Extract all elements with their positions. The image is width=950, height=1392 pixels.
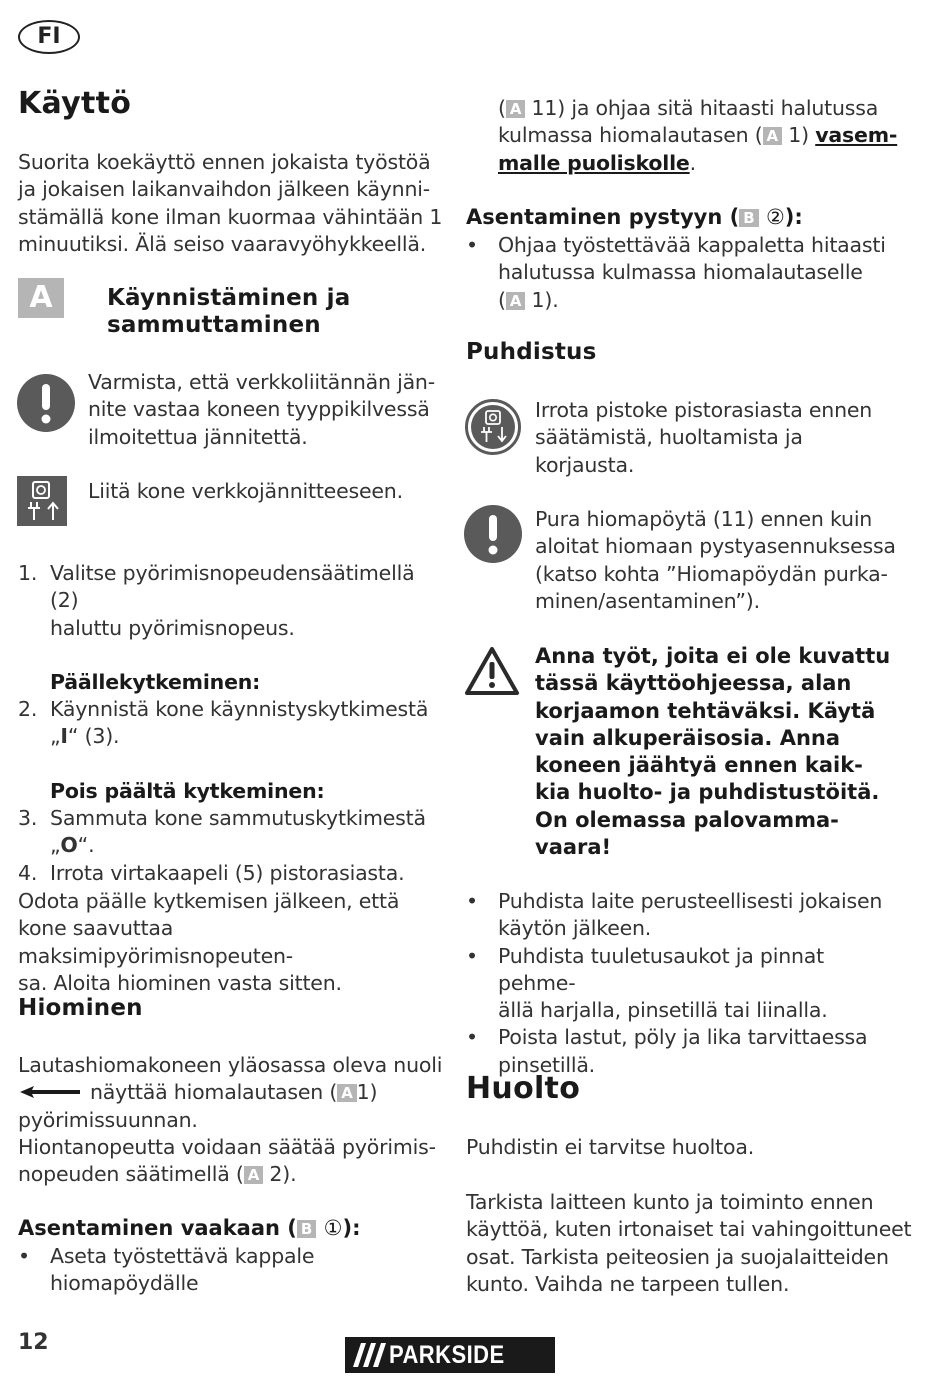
title-line: sammuttaminen [107, 312, 321, 338]
cleaning-list [466, 888, 906, 1079]
text-line: kone saavuttaa maksimipyörimisnopeuten- [18, 916, 293, 968]
text-fragment: 2). [263, 1162, 297, 1187]
text-fragment: 1) [356, 1080, 378, 1105]
plug-in-icon [17, 476, 67, 526]
list-item [18, 1243, 448, 1298]
unplug-icon [465, 399, 521, 455]
text-line: halutussa kulmassa hiomalautaselle [498, 260, 863, 285]
text-line: minen/asentaminen”). [535, 588, 760, 613]
text-line: kunto. Vaihda ne tarpeen tullen. [466, 1271, 790, 1296]
text-line: sa. Aloita hiominen vasta sitten. [18, 970, 342, 995]
text-line: korjaamon tehtäväksi. Käytä [535, 698, 876, 723]
bullet: • [466, 1025, 478, 1050]
text-line [50, 723, 428, 750]
text-line: stämällä kone ilman kuormaa vähintään 1 [18, 204, 443, 229]
figure-ref-box-a: A [18, 278, 64, 318]
step-1 [18, 560, 448, 642]
text-fragment: “ (3). [67, 724, 120, 749]
switch-symbol-on: I [60, 724, 68, 749]
wait-paragraph [18, 888, 448, 997]
steps-block [18, 560, 448, 887]
text-line: Puhdista tuuletusaukot ja pinnat pehme- [498, 943, 824, 995]
figure-ref-a: A [337, 1084, 356, 1102]
circled-number-2: ② [765, 205, 785, 229]
text-line: (katso kohta ”Hiomapöydän purka- [535, 561, 888, 586]
list-item [466, 943, 906, 1025]
exclamation-notice-icon [464, 505, 522, 563]
list-item [466, 888, 906, 943]
language-badge [18, 20, 80, 54]
exclamation-notice-icon [17, 374, 75, 432]
text-fragment: nopeuden säätimellä ( [18, 1162, 244, 1187]
text-line: Suorita koekäyttö ennen jokaista työstöä [18, 150, 431, 174]
step-number: 2. [18, 697, 38, 722]
table-removal-notice-text [535, 506, 915, 615]
figure-ref-a: A [763, 127, 782, 145]
text-line: Irrota virtakaapeli (5) pistorasiasta. [50, 860, 405, 885]
figure-ref-a: A [244, 1166, 263, 1184]
switch-on-heading: Päällekytkeminen: [50, 669, 261, 694]
voltage-notice-text [88, 369, 438, 451]
text-line: Hiontanopeutta voidaan säätää pyörimis- [18, 1134, 436, 1159]
text-fragment: “. [77, 833, 95, 858]
text-fragment: ): [784, 205, 803, 229]
step-number: 4. [18, 860, 38, 885]
huolto-paragraph-2 [466, 1189, 916, 1298]
text-line: ilmoitettua jännitettä. [88, 424, 308, 449]
figure-ref-a: A [506, 292, 525, 310]
text-fragment: 11) ja ohjaa sitä hitaasti halutussa [525, 96, 879, 120]
huolto-paragraph-1: Puhdistin ei tarvitse huoltoa. [466, 1135, 755, 1159]
subsection-title-start-stop [107, 285, 350, 339]
text-line: Aseta työstettävä kappale hiomapöydälle [50, 1244, 315, 1296]
text-line: käyttöä, kuten irtonaiset tai vahingoittuneet [466, 1217, 912, 1242]
figure-ref-b: B [297, 1220, 316, 1238]
text-fragment: 1). [525, 287, 559, 312]
text-line: osat. Tarkista peiteosien ja suojalaitteiden [466, 1244, 889, 1269]
text-line: kia huolto- ja puhdistustöitä. [535, 780, 880, 805]
text-line: Poista lastut, pöly ja lika tarvittaessa [498, 1025, 868, 1050]
intro-paragraph [18, 149, 448, 258]
brand-name: PARKSIDE [389, 1340, 505, 1369]
text-line: On olemassa palovamma- [535, 807, 839, 832]
quote-open: „ [50, 833, 61, 858]
text-line [498, 122, 928, 149]
section-title-huolto: Huolto [466, 1071, 581, 1106]
text-line [18, 1161, 448, 1188]
continued-paragraph [498, 95, 928, 177]
text-line: pyörimissuunnan. [18, 1107, 198, 1132]
bullet: • [466, 943, 478, 968]
text-line: nite vastaa koneen tyyppikilvessä [88, 397, 430, 422]
text-line [50, 832, 426, 859]
text-line: Pura hiomapöytä (11) ennen kuin [535, 507, 873, 531]
text-line: Käynnistä kone käynnistyskytkimestä [50, 697, 429, 722]
arrow-left-icon [18, 1079, 82, 1106]
text-line: Irrota pistoke pistorasiasta ennen [535, 398, 873, 422]
text-line: Valitse pyörimisnopeudensäätimellä (2) [50, 561, 415, 613]
text-line: Sammuta kone sammutuskytkimestä [50, 806, 426, 831]
text-line: ällä harjalla, pinsetillä tai liinalla. [498, 998, 828, 1023]
text-fragment: ( [498, 287, 506, 312]
circled-number-1: ① [323, 1216, 343, 1240]
step-4 [18, 860, 448, 887]
text-fragment: ( [498, 96, 506, 120]
text-line: vaara! [535, 835, 612, 860]
text-line: korjausta. [535, 452, 635, 477]
text-fragment: näyttää hiomalautasen ( [90, 1080, 338, 1105]
text-line: Anna työt, joita ei ole kuvattu [535, 644, 891, 668]
warning-triangle-icon [464, 645, 520, 697]
hiominen-paragraph [18, 1052, 448, 1188]
text-line: Odota päälle kytkemisen jälkeen, että [18, 889, 400, 913]
text-line: käytön jälkeen. [498, 916, 652, 941]
section-title-puhdistus: Puhdistus [466, 339, 597, 365]
language-code: FI [37, 24, 61, 49]
text-line [18, 1079, 448, 1106]
text-line: säätämistä, huoltamista ja [535, 425, 803, 450]
text-line: Puhdista laite perusteellisesti jokaisen [498, 889, 883, 913]
text-fragment: ): [342, 1216, 361, 1240]
brand-logo [345, 1337, 555, 1373]
list-item [466, 232, 906, 314]
text-line: aloitat hiomaan pystyasennuksessa [535, 534, 896, 559]
step-3 [18, 805, 448, 860]
step-number: 3. [18, 806, 38, 831]
step-2 [18, 696, 448, 751]
horizontal-mount-list [18, 1243, 448, 1298]
switch-off-heading: Pois päältä kytkeminen: [50, 778, 325, 803]
vertical-mount-heading [466, 204, 803, 231]
figure-ref-a: A [506, 100, 525, 118]
plug-in-text: Liitä kone verkkojännitteeseen. [88, 479, 403, 503]
switch-symbol-off: O [60, 833, 78, 858]
text-line: vain alkuperäisosia. Anna [535, 725, 841, 750]
bullet: • [466, 889, 478, 913]
step-number: 1. [18, 561, 38, 585]
repair-warning-text [535, 643, 925, 861]
text-line: tässä käyttöohjeessa, alan [535, 671, 852, 696]
text-fragment: kulmassa hiomalautasen ( [498, 123, 763, 148]
vertical-mount-list [466, 232, 906, 314]
bullet: • [466, 233, 478, 257]
brand-slashes-icon [345, 1337, 387, 1373]
title-line: Käynnistäminen ja [107, 285, 351, 311]
unplug-notice-text [535, 397, 915, 479]
section-title-kaytto: Käyttö [18, 86, 132, 121]
text-line [498, 95, 928, 122]
page-number: 12 [18, 1330, 49, 1355]
emphasis-left-half: malle puoliskolle [498, 150, 690, 175]
text-line: pinsetillä. [498, 1052, 595, 1077]
quote-open: „ [50, 724, 61, 749]
text-line: haluttu pyörimisnopeus. [50, 615, 295, 640]
emphasis-left-half: vasem- [815, 123, 898, 148]
text-line: Tarkista laitteen kunto ja toiminto ennen [466, 1190, 874, 1214]
text-line [498, 287, 886, 314]
bullet: • [18, 1244, 30, 1268]
text-line: koneen jäähtyä ennen kaik- [535, 753, 863, 778]
text-line: Varmista, että verkkoliitännän jän- [88, 370, 435, 394]
text-line: minuutiksi. Älä seiso vaaravyöhykkeellä. [18, 231, 427, 256]
figure-ref-b: B [739, 209, 758, 227]
text-line: Lautashiomakoneen yläosassa oleva nuoli [18, 1053, 443, 1077]
text-fragment: . [689, 150, 696, 175]
text-line [498, 150, 928, 177]
text-line: ja jokaisen laikanvaihdon jälkeen käynni- [18, 177, 430, 202]
text-fragment: Asentaminen vaakaan ( [18, 1216, 297, 1240]
horizontal-mount-heading [18, 1215, 360, 1242]
text-line: Ohjaa työstettävää kappaletta hitaasti [498, 233, 886, 257]
text-fragment: Asentaminen pystyyn ( [466, 205, 740, 229]
text-fragment: 1) [781, 123, 816, 148]
section-title-hiominen: Hiominen [18, 995, 143, 1021]
